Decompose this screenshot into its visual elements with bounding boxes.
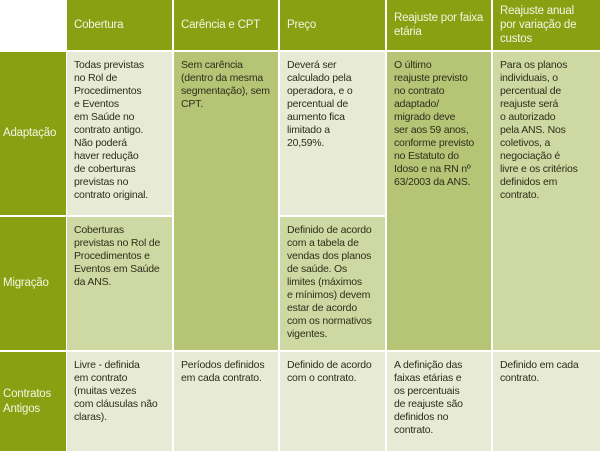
cell-antigos-cobertura: Livre - definida em contrato (muitas vezes com cláusulas não claras). [67, 352, 172, 451]
cell-antigos-preco: Definido de acordo com o contrato. [280, 352, 385, 451]
cell-adaptacao-cobertura: Todas previstas no Rol de Procedimentos e Eventos em Saúde no contrato antigo. Não poderá haver redução de coberturas previstas no contrato original. [67, 52, 172, 215]
cell-migracao-cobertura: Coberturas previstas no Rol de Procedimentos e Eventos em Saúde da ANS. [67, 217, 172, 350]
column-header-cobertura: Cobertura [67, 0, 172, 50]
column-header-preco: Preço [280, 0, 385, 50]
row-header-adaptacao: Adaptação [0, 52, 66, 215]
cell-antigos-carencia: Períodos definidos em cada contrato. [174, 352, 278, 451]
row-header-contratos-antigos: Contratos Antigos [0, 352, 66, 451]
cell-antigos-faixa: A definição das faixas etárias e os percentuais de reajuste são definidos no contrato. [387, 352, 491, 451]
cell-adaptacao-preco: Deverá ser calculado pela operadora, e o percentual de aumento fica limitado a 20,59%. [280, 52, 385, 215]
column-header-carencia: Carência e CPT [174, 0, 278, 50]
column-header-reajuste-faixa: Reajuste por faixa etária [387, 0, 491, 50]
row-header-migracao: Migração [0, 217, 66, 350]
cell-adaptacao-migracao-anual: Para os planos individuais, o percentual de reajuste será o autorizado pela ANS. Nos coletivos, a negociação é livre e os critérios definidos em contrato. [493, 52, 600, 350]
cell-migracao-preco: Definido de acordo com a tabela de vendas dos planos de saúde. Os limites (máximos e mínimos) devem estar de acordo com os normativos vigentes. [280, 217, 385, 350]
cell-adaptacao-migracao-faixa: O último reajuste previsto no contrato adaptado/ migrado deve ser aos 59 anos, conforme previsto no Estatuto do Idoso e na RN nº 63/2003 da ANS. [387, 52, 491, 350]
column-header-reajuste-anual: Reajuste anual por variação de custos [493, 0, 600, 50]
cell-antigos-anual: Definido em cada contrato. [493, 352, 600, 451]
cell-adaptacao-migracao-carencia: Sem carência (dentro da mesma segmentação), sem CPT. [174, 52, 278, 350]
